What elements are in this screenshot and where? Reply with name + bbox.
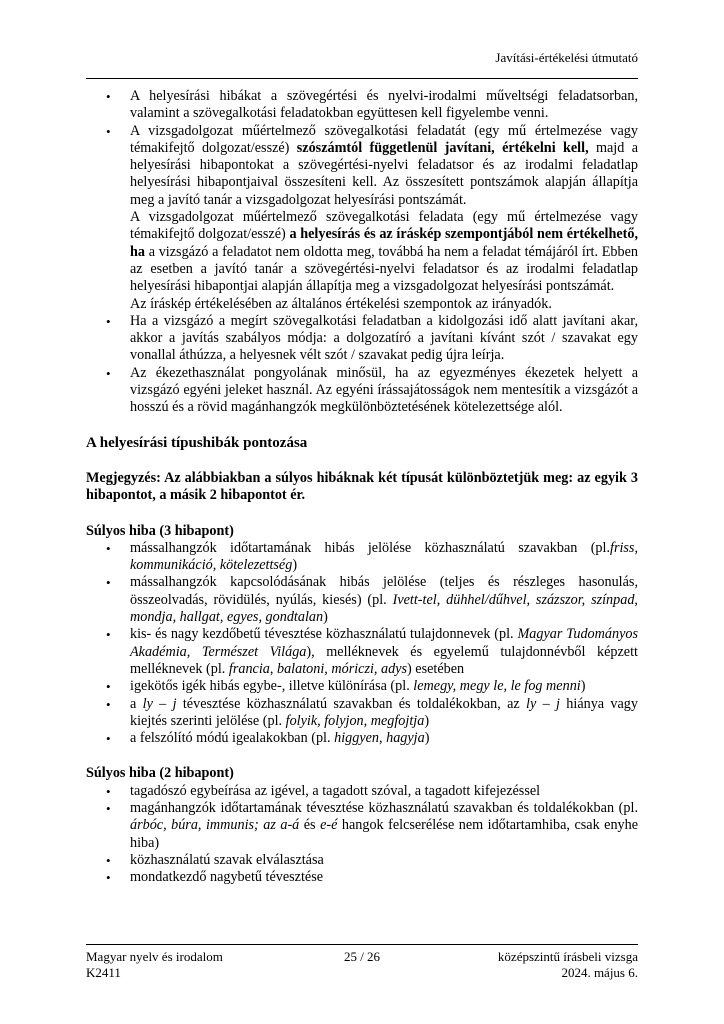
list-item [86,88,638,123]
footer-code: K2411 [86,965,121,980]
bullet-paragraph [130,88,638,123]
text-run: ) [424,712,430,729]
italic-example: ly – j [526,695,560,712]
severe-3-list [86,540,638,748]
list-item [86,123,638,313]
text-run: Ha a vizsgázó a megírt szövegalkotási feladatban a kidolgozási idő alatt javítani akar, akkor a javítás szabályos módja: a dolgozatíró a javítani kívánt szót / szavakat egy vonallal áthúzza, a helyesnek vélt szót / szavakat pedig újra leírja. [130,312,638,364]
italic-example: árbóc, búra, immunis; [130,817,259,834]
footer-subject: Magyar nyelv és irodalom [86,949,223,964]
list-item [86,365,638,417]
footer-divider [86,944,638,945]
text-run: ) [580,678,586,695]
text-run: ), melléknevek és egyelemű tulajdonnévből képzett melléknevek (pl. [130,643,638,677]
text-run: a vizsgázó a feladatot nem oldotta meg, továbbá ha nem a feladat témájáról írt. Ebben az esetben a javító tanár a szövegértési-nyelvi feladatsor és az irodalmi feladatlap helyesírási hibapontjai alapján állapítja meg a vizsgadolgozat helyesírási pontszámát. [130,243,638,295]
bullet-paragraph [130,209,638,295]
text-run: közhasználatú szavak elválasztása [130,851,324,868]
list-item [86,678,638,695]
text-run: és [299,817,321,834]
section-title: A helyesírási típushibák pontozása [86,434,308,451]
text-run: ) esetében [407,660,465,677]
text-run: A vizsgadolgozat műértelmező szövegalkotási feladata (egy mű értelmezése vagy témakifejtő dolgozat/esszé) [130,209,638,243]
footer-page-number: 25 / 26 [343,949,381,964]
footer-date: 2024. május 6. [561,965,638,980]
italic-example: francia [228,660,270,677]
list-item [86,574,638,626]
severe-3-heading: Súlyos hiba (3 hibapont) [86,522,234,539]
text-run: tagadószó egybeírása az igével, a tagadott szóval, a tagadott kifejezéssel [130,782,541,799]
text-run: tévesztése közhasználatú szavakban és toldalékokban, az [176,695,527,712]
bullet-paragraph [130,296,638,313]
text-run: A helyesírási hibákat a szövegértési és nyelvi-irodalmi műveltségi feladatsorban, valamint a szövegalkotási feladatokban együttesen kell figyelembe venni. [130,88,638,122]
bullet-paragraph [130,365,638,417]
italic-example: az [263,817,276,834]
italic-example: lemegy, megy le, le fog menni [413,678,581,695]
footer [86,949,638,981]
italic-example: ly – j [142,695,177,712]
list-item [86,626,638,678]
text-run: A vizsgadolgozat műértelmező szövegalkotási feladatát (egy mű értelmezése vagy témakifejtő dolgozat/esszé) [130,122,638,156]
text-run: igekötős igék hibás egybe-, illetve különírása (pl. [130,678,414,695]
severe-2-list [86,783,638,887]
list-item [86,313,638,365]
italic-example: a-á [280,817,300,834]
list-item [86,783,638,800]
text-run: magánhangzók időtartamának tévesztése közhasználatú szavakban és toldalékokban (pl. [130,799,638,816]
list-item [86,696,638,731]
text-run: mondatkezdő nagybetű tévesztése [130,869,324,886]
text-run: Az íráskép értékelésében az általános értékelési szempontok az irányadók. [130,295,552,312]
italic-example: Magyar Tudományos Akadémia, Természet Világa [130,626,638,660]
italic-example: friss, kommunikáció, kötelezettség [130,539,638,574]
text-run: kis- és nagy kezdőbetű tévesztése közhasználatú tulajdonnevek (pl. [130,626,518,643]
text-run: a felszólító módú igealakokban (pl. [130,730,335,747]
bullet-paragraph [130,123,638,209]
text-run: Az ékezethasználat pongyolának minősül, ha az egyezményes ékezetek helyett a vizsgázó egyéni jeleket használ. Az egyéni írássajátosságok nem mentesítik a vizsgázót a hosszú és a rövid magánhangzók megkülönböztetésének kötelezettsége alól. [130,364,638,416]
text-run: mássalhangzók időtartamának hibás jelölése közhasználatú szavakban (pl. [130,539,610,556]
text-run: , [269,660,277,677]
text-run: ) [323,609,328,626]
text-run: ) [424,730,430,747]
list-item [86,540,638,575]
text-run: a [130,695,143,712]
page-content [86,88,638,886]
list-item [86,852,638,869]
italic-example: Ivett-tel, dühhel/dűhvel, százszor, színpad, mondja, hallgat, egyes, gondtalan [130,591,638,626]
text-run: mássalhangzók kapcsolódásának hibás jelölése (teljes és részleges hasonulás, összeolvadás, rövidülés, nyúlás, kiesés) (pl. [130,574,638,608]
list-item [86,730,638,747]
bold-text: a helyesírás és az íráskép szempontjából nem értékelhető, ha [130,226,639,260]
italic-example: higgyen, hagyja [334,730,425,747]
severe-2-heading: Súlyos hiba (2 hibapont) [86,765,234,782]
text-run: majd a helyesírási hibapontokat a szövegértési-nyelvi feladatsor és az irodalmi feladatlap helyesírási hibapontjaival összesíteni kell. Az összesített pontszámok alapján állapítja meg a javító tanár a vizsgadolgozat helyesírási pontszámát. [130,139,638,208]
bullet-paragraph [130,313,638,365]
header-title: Javítási-értékelési útmutató [495,50,638,65]
list-item [86,800,638,852]
italic-example: balatoni, móriczi, adys [276,660,408,677]
bold-text: szószámtól függetlenül javítani, értékelni kell, [296,139,589,156]
text-run: ) [292,557,298,574]
note-paragraph: Megjegyzés: Az alábbiakban a súlyos hibáknak két típusát különböztetjük meg: az egyik 3 hibapontot, a másik 2 hibapontot ér. [86,469,638,504]
text-run: hiánya vagy kiejtés szerinti jelölése (pl. [130,695,638,729]
italic-example: e-é [320,817,338,834]
footer-exam-level: középszintű írásbeli vizsga [497,949,638,964]
text-run: hangok felcserélése nem időtartamhiba, csak enyhe hiba) [130,817,639,851]
list-item [86,869,638,886]
italic-example: folyik, folyjon, megfojtja [285,712,425,729]
intro-bullet-list [86,88,638,417]
header-divider [86,78,638,79]
